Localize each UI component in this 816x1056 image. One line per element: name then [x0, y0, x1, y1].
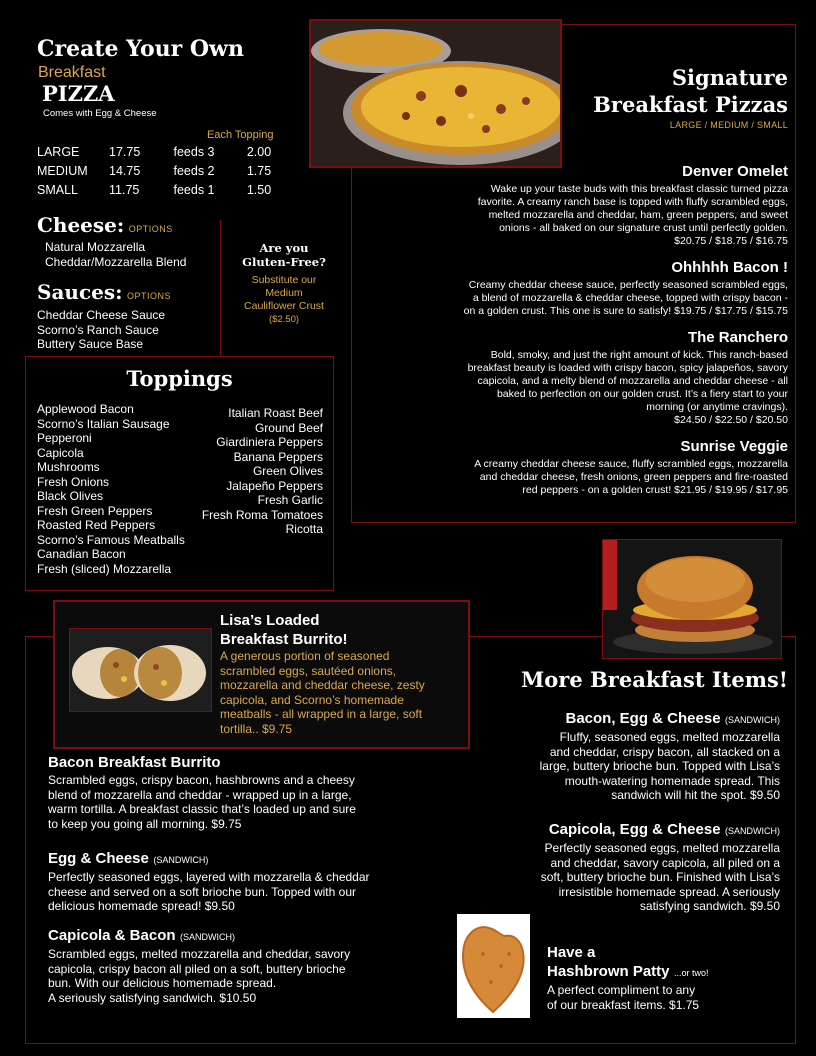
topping-item: Fresh Roma Tomatoes: [201, 507, 323, 522]
desc-line: large, buttery brioche bun. Topped with Lisa’s: [539, 759, 780, 773]
sauces-heading: [37, 280, 171, 304]
menu-item-tag: (SANDWICH): [725, 715, 780, 725]
cheese-heading: [37, 213, 173, 237]
topping-item: Capicola: [37, 445, 84, 460]
desc-line: Bold, smoky, and just the right amount of kick. This ranch-based: [490, 349, 788, 361]
desc-line: Wake up your taste buds with this breakfast classic turned pizza: [490, 183, 788, 195]
desc-line: sandwich will hit the spot. $9.50: [611, 788, 780, 802]
topping-item: Pepperoni: [37, 431, 92, 445]
size-label: SMALL: [37, 183, 78, 197]
desc-line: Scrambled eggs, melted mozzarella and cheddar, savory: [48, 947, 351, 961]
cheese-options-label: OPTIONS: [128, 224, 173, 234]
menu-item-name: Capicola & Bacon: [48, 927, 176, 944]
desc-line: to keep you going all morning. $9.75: [48, 816, 242, 831]
burrito-feature-desc: [220, 649, 425, 736]
desc-line: mozzarella and cheddar cheese, zesty: [220, 678, 425, 692]
gluten-title-line1: Are you: [259, 241, 309, 255]
desc-line: cheese and served on a soft brioche bun. Topped with our: [48, 884, 356, 899]
burrito-title-line2: Breakfast Burrito!: [220, 631, 348, 648]
hashbrown-desc: [547, 983, 709, 1012]
sauce-item: Cheddar Cheese Sauce: [37, 308, 166, 322]
pizza-photo: [309, 19, 562, 168]
desc-line: Perfectly seasoned eggs, layered with mozzarella & cheddar: [48, 870, 370, 884]
size-topping-price: 2.00: [246, 145, 272, 159]
desc-line: Perfectly seasoned eggs, melted mozzarella: [544, 841, 780, 855]
create-title: Create Your Own: [37, 36, 244, 62]
desc-line: onions - all baked on our signature crust until perfectly golden.: [499, 222, 788, 234]
desc-line: Scrambled eggs, crispy bacon, hashbrowns and a cheesy: [48, 773, 355, 787]
topping-item: Fresh Green Peppers: [37, 503, 153, 518]
signature-item-desc: [400, 279, 788, 318]
desc-line: Creamy cheddar cheese sauce, perfectly seasoned scrambled eggs,: [468, 279, 788, 291]
size-feeds: feeds 1: [173, 183, 215, 197]
desc-line: $20.75 / $18.75 / $16.75: [674, 235, 788, 247]
desc-line: A perfect compliment to any: [547, 983, 696, 997]
pizza-image: [311, 21, 560, 166]
gluten-price: ($2.50): [268, 314, 300, 325]
desc-line: mouth-watering homemade spread. This: [564, 773, 780, 788]
menu-item-tag: (SANDWICH): [153, 855, 209, 865]
desc-line: and cheddar, savory capicola, all piled on a: [550, 855, 780, 870]
size-label: MEDIUM: [37, 164, 88, 178]
desc-line: $24.50 / $22.50 / $20.50: [674, 414, 788, 426]
menu-item-desc: [48, 947, 350, 1005]
gluten-text-line2: Medium: [265, 287, 303, 299]
topping-item: Green Olives: [252, 464, 323, 478]
desc-line: A creamy cheddar cheese sauce, fluffy scrambled eggs, mozzarella: [474, 458, 788, 470]
sauce-item: Scorno’s Ranch Sauce: [37, 322, 159, 337]
menu-item-desc: [470, 841, 780, 914]
topping-item: Fresh Garlic: [257, 493, 323, 507]
menu-item-name: Bacon Breakfast Burrito: [48, 754, 221, 771]
desc-line: A generous portion of seasoned: [220, 649, 390, 663]
sauces-options-label: OPTIONS: [126, 291, 171, 301]
desc-line: meatballs - all wrapped in a large, soft: [220, 707, 423, 721]
topping-item: Giardiniera Peppers: [216, 435, 323, 449]
signature-item-desc: [400, 458, 788, 497]
create-note: Comes with Egg & Cheese: [43, 108, 157, 119]
desc-line: capicola, and Scorno’s homemade: [220, 692, 404, 707]
desc-line: breakfast beauty is loaded with crispy bacon, spicy jalapeños, savory: [467, 362, 788, 374]
desc-line: capicola, crispy bacon all piled on a soft, buttery brioche: [48, 961, 346, 976]
gluten-text-line3: Cauliflower Crust: [244, 300, 324, 312]
more-item: [470, 710, 780, 803]
signature-item-desc: [400, 183, 788, 248]
size-price: 14.75: [109, 164, 141, 178]
each-topping-label: Each Topping: [207, 129, 274, 141]
topping-item: Ricotta: [285, 522, 323, 536]
menu-item-desc: [470, 730, 780, 803]
hashbrown-tag: ...or two!: [673, 968, 709, 978]
signature-item: [400, 329, 788, 427]
sandwich-image: [603, 540, 781, 658]
desc-line: tortilla.. $9.75: [220, 721, 293, 736]
signature-title: [560, 64, 788, 118]
hashbrown-photo: [457, 914, 530, 1018]
topping-item: Fresh Onions: [37, 474, 110, 489]
menu-item-name: Egg & Cheese: [48, 850, 149, 867]
desc-line: satisfying sandwich. $9.50: [639, 899, 780, 913]
menu-item-name: Bacon, Egg & Cheese: [565, 710, 721, 727]
topping-item: Applewood Bacon: [37, 402, 134, 416]
cheese-item: Cheddar/Mozzarella Blend: [45, 254, 187, 269]
topping-item: Canadian Bacon: [37, 547, 126, 561]
sauces-title: Sauces:: [37, 280, 123, 304]
menu-item: [48, 754, 356, 831]
menu-item-name: Capicola, Egg & Cheese: [548, 821, 721, 838]
hashbrown-item: [547, 944, 709, 1012]
desc-line: morning (or anytime cravings).: [646, 401, 788, 413]
desc-line: irresistible homemade spread. A seriously: [558, 884, 780, 899]
desc-line: baked to perfection on our golden crust. It’s a fiery start to your: [496, 388, 788, 400]
desc-line: A seriously satisfying sandwich. $10.50: [48, 990, 257, 1005]
topping-item: Ground Beef: [254, 420, 323, 435]
desc-line: of our breakfast items. $1.75: [547, 997, 700, 1012]
topping-item: Scorno’s Famous Meatballs: [37, 532, 185, 547]
burrito-image: [70, 629, 211, 711]
signature-item-name: Denver Omelet: [682, 163, 788, 180]
size-price: 11.75: [109, 183, 140, 197]
signature-item: [400, 163, 788, 248]
hashbrown-image: [457, 914, 530, 1018]
menu-item-tag: (SANDWICH): [179, 932, 235, 942]
desc-line: and cheddar cheese, fresh onions, green peppers and fire-roasted: [479, 471, 788, 483]
signature-item-name: The Ranchero: [687, 329, 788, 346]
hashbrown-title-line1: Have a: [547, 944, 596, 961]
desc-line: a blend of mozzarella & cheddar cheese, topped with crispy bacon -: [472, 292, 788, 304]
create-subtitle-top: Breakfast: [38, 64, 106, 81]
gluten-title-line2: Gluten-Free?: [242, 255, 326, 269]
desc-line: delicious homemade spread! $9.50: [48, 899, 235, 913]
desc-line: warm tortilla. A breakfast classic that’s loaded up and sure: [48, 802, 356, 816]
topping-item: Scorno’s Italian Sausage: [37, 416, 170, 431]
topping-item: Black Olives: [37, 489, 104, 503]
cheese-item: Natural Mozzarella: [45, 240, 146, 254]
more-item: [470, 821, 780, 914]
desc-line: blend of mozzarella and cheddar - wrapped up in a large,: [48, 787, 352, 802]
menu-item-desc: [48, 870, 370, 914]
desc-line: and cheddar, crispy bacon, all stacked on a: [549, 744, 780, 759]
topping-item: Jalapeño Peppers: [226, 478, 323, 493]
signature-title-line2: Breakfast Pizzas: [593, 92, 788, 117]
topping-item: Mushrooms: [37, 460, 100, 474]
menu-item: [48, 850, 370, 914]
desc-line: bun. With our delicious homemade spread.: [48, 976, 277, 990]
hashbrown-title-line2: Hashbrown Patty: [547, 963, 670, 980]
burrito-photo: [69, 628, 212, 712]
desc-line: favorite. A creamy ranch base is topped with fluffy scrambled eggs,: [477, 196, 788, 208]
desc-line: on a golden crust. This one is sure to satisfy! $19.75 / $17.75 / $15.75: [463, 305, 788, 317]
desc-line: red peppers - on a golden crust! $21.95 / $19.95 / $17.95: [522, 484, 788, 496]
burrito-feature-title: [220, 611, 348, 649]
size-feeds: feeds 2: [173, 164, 215, 178]
cheese-title: Cheese:: [37, 213, 125, 237]
options-divider: [220, 220, 221, 355]
topping-item: Fresh (sliced) Mozzarella: [37, 561, 172, 576]
topping-item: Italian Roast Beef: [228, 406, 323, 420]
size-price: 17.75: [109, 145, 141, 159]
menu-item: [48, 927, 350, 1005]
toppings-right-list: [180, 406, 323, 537]
burrito-title-line1: Lisa’s Loaded: [220, 612, 320, 629]
size-label: LARGE: [37, 145, 80, 159]
signature-item-name: Ohhhhh Bacon !: [671, 259, 788, 276]
size-price-table: [37, 143, 289, 200]
topping-item: Banana Peppers: [233, 449, 323, 464]
signature-item-desc: [400, 349, 788, 427]
create-subtitle-main: PIZZA: [42, 81, 115, 106]
size-topping-price: 1.75: [246, 164, 272, 178]
desc-line: soft, buttery brioche bun. Finished with Lisa’s: [540, 870, 780, 884]
desc-line: Fluffy, seasoned eggs, melted mozzarella: [559, 730, 780, 744]
toppings-title: Toppings: [126, 366, 233, 391]
more-title: More Breakfast Items!: [521, 667, 788, 692]
cheese-list: [45, 240, 186, 269]
signature-item: [400, 438, 788, 497]
size-feeds: feeds 3: [173, 145, 215, 159]
menu-item-tag: (SANDWICH): [725, 826, 780, 836]
size-topping-price: 1.50: [246, 183, 272, 197]
menu-item-desc: [48, 773, 356, 831]
desc-line: scrambled eggs, sautéed onions,: [220, 663, 397, 678]
signature-sizes-label: LARGE / MEDIUM / SMALL: [669, 120, 788, 130]
signature-item-name: Sunrise Veggie: [680, 438, 788, 455]
sauces-list: [37, 308, 165, 352]
sandwich-photo: [602, 539, 782, 659]
desc-line: capicola, and a melty blend of mozzarella and cheddar cheese - all: [477, 375, 788, 387]
signature-item: [400, 259, 788, 318]
desc-line: melted mozzarella and cheddar, ham, green peppers, and sweet: [488, 209, 788, 221]
topping-item: Roasted Red Peppers: [37, 518, 156, 532]
signature-title-line1: Signature: [671, 65, 788, 90]
gluten-free-box: [234, 241, 334, 326]
gluten-text-line1: Substitute our: [251, 274, 317, 286]
sauce-item: Buttery Sauce Base: [37, 337, 144, 351]
toppings-left-list: [37, 402, 185, 576]
